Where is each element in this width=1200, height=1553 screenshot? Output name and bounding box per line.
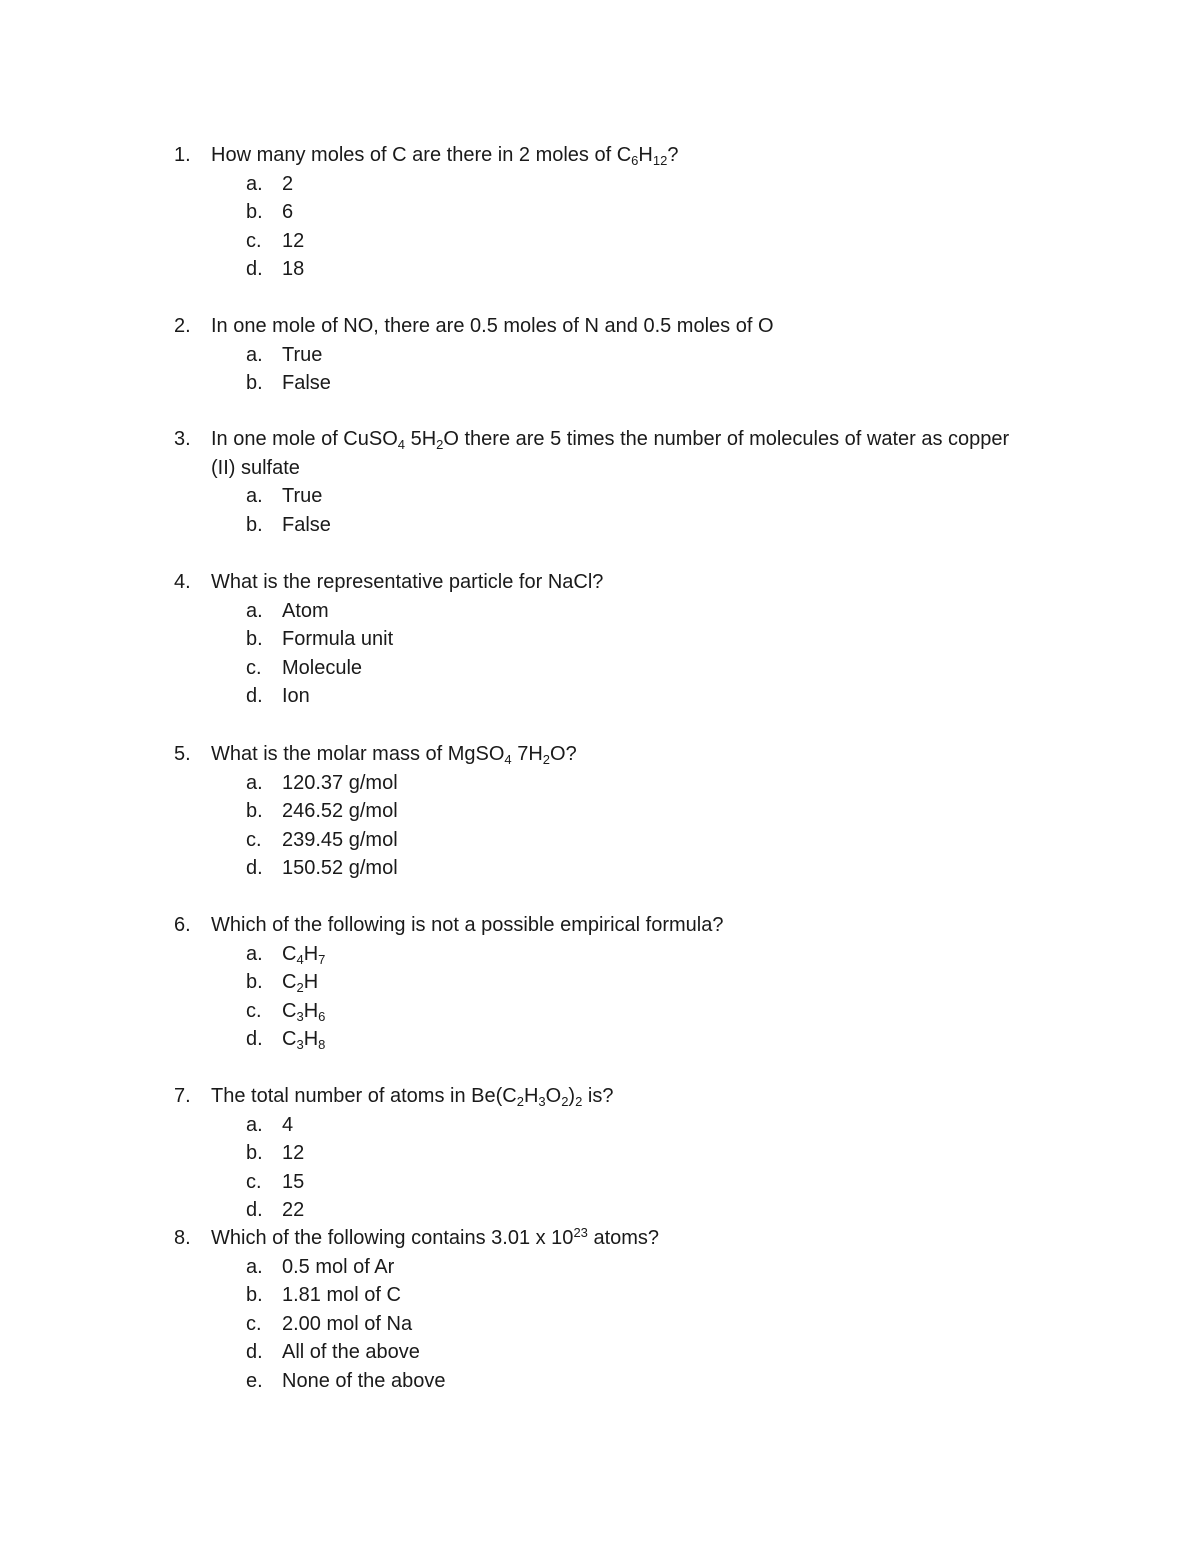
option-text [282, 170, 1034, 199]
option-text [282, 1111, 1034, 1140]
option-letter: a. [246, 1113, 263, 1136]
text-run: 6 [282, 201, 294, 223]
question-text [211, 1082, 1034, 1111]
option-text [282, 682, 1034, 711]
option-text [282, 625, 1034, 654]
answer-option [246, 198, 1034, 227]
option-letter: d. [246, 258, 263, 280]
option-text [282, 1139, 1034, 1168]
question-1 [174, 141, 1034, 284]
subscript: 4 [397, 437, 406, 452]
option-text [282, 1253, 1034, 1282]
option-text [282, 968, 1034, 997]
text-run: False [282, 372, 331, 394]
question-text [211, 312, 1034, 341]
answer-options [246, 341, 1034, 398]
subscript: 2 [561, 1094, 569, 1109]
text-run: O? [550, 743, 577, 765]
option-letter: b. [246, 800, 263, 822]
option-letter: a. [246, 771, 263, 794]
text-run: Which of the following contains 3.01 x 10 [211, 1227, 574, 1249]
subscript: 2 [436, 437, 444, 452]
subscript: 3 [538, 1094, 546, 1109]
question-line [174, 740, 1034, 769]
subscript: 4 [504, 752, 512, 767]
answer-options [246, 597, 1034, 711]
text-run: atoms? [587, 1227, 660, 1249]
text-run: C [282, 942, 297, 965]
answer-option [246, 854, 1034, 883]
text-run: Atom [282, 599, 329, 622]
text-run: 246.52 g/mol [282, 800, 398, 822]
subscript: 2 [542, 752, 551, 767]
answer-option [246, 968, 1034, 997]
text-run: Formula unit [282, 628, 394, 650]
text-run: 1.81 mol of C [282, 1284, 401, 1306]
question-line [174, 141, 1034, 170]
subscript: 3 [296, 1037, 304, 1052]
answer-option [246, 170, 1034, 199]
answer-option [246, 682, 1034, 711]
text-run: H [303, 942, 319, 965]
answer-option [246, 1253, 1034, 1282]
option-letter: b. [246, 513, 263, 536]
option-letter: a. [246, 172, 263, 195]
answer-options [246, 1253, 1034, 1396]
question-5 [174, 740, 1034, 883]
subscript: 8 [318, 1037, 326, 1052]
option-letter: b. [246, 628, 263, 650]
text-run: What is the representative particle for NaCl? [211, 571, 604, 593]
option-text [282, 769, 1034, 798]
option-text [282, 341, 1034, 370]
text-run: 18 [282, 258, 305, 280]
text-run: 2.00 mol of Na [282, 1312, 413, 1335]
question-2 [174, 312, 1034, 398]
option-letter: c. [246, 999, 262, 1022]
text-run: Molecule [282, 656, 363, 679]
option-letter: e. [246, 1369, 263, 1392]
option-letter: c. [246, 1312, 262, 1335]
text-run: In one mole of CuSO [211, 428, 398, 450]
text-run: 150.52 g/mol [282, 857, 398, 879]
text-run: ) [568, 1085, 576, 1107]
option-letter: d. [246, 1028, 263, 1050]
subscript: 2 [516, 1094, 524, 1109]
answer-option [246, 654, 1034, 683]
answer-option [246, 597, 1034, 626]
question-number: 1. [174, 144, 191, 166]
text-run: H [303, 999, 319, 1022]
subscript: 2 [575, 1094, 583, 1109]
option-letter: d. [246, 1341, 263, 1363]
answer-option [246, 1367, 1034, 1396]
option-letter: b. [246, 1284, 263, 1306]
answer-option [246, 797, 1034, 826]
option-letter: b. [246, 1142, 263, 1164]
option-text [282, 369, 1034, 398]
question-number: 5. [174, 743, 191, 765]
option-letter: d. [246, 685, 263, 707]
subscript: 6 [631, 153, 639, 168]
text-run: H [523, 1085, 539, 1107]
subscript: 7 [318, 951, 326, 967]
question-number: 6. [174, 914, 191, 936]
option-letter: b. [246, 201, 263, 223]
option-text [282, 1025, 1034, 1054]
question-line [174, 1082, 1034, 1111]
answer-option [246, 1111, 1034, 1140]
option-text [282, 826, 1034, 855]
text-run: C [282, 999, 297, 1022]
text-run: 12 [282, 1142, 305, 1164]
option-text [282, 797, 1034, 826]
option-text [282, 1367, 1034, 1396]
text-run: C [282, 971, 297, 993]
question-text [211, 1224, 1034, 1253]
option-letter: d. [246, 857, 263, 879]
option-letter: b. [246, 971, 263, 993]
text-run: H [638, 144, 653, 166]
question-4 [174, 568, 1034, 711]
text-run: Ion [282, 685, 310, 707]
question-number: 7. [174, 1085, 191, 1107]
option-text [282, 997, 1034, 1026]
answer-options [246, 769, 1034, 883]
answer-option [246, 625, 1034, 654]
answer-option [246, 769, 1034, 798]
option-text [282, 255, 1034, 284]
text-run: What is the molar mass of MgSO [211, 743, 505, 765]
answer-option [246, 1196, 1034, 1225]
answer-options [246, 170, 1034, 284]
text-run: C [282, 1028, 297, 1050]
question-8 [174, 1224, 1034, 1395]
option-letter: b. [246, 372, 263, 394]
option-letter: c. [246, 229, 262, 252]
text-run: 15 [282, 1170, 305, 1193]
option-letter: a. [246, 942, 263, 965]
subscript: 3 [296, 1008, 304, 1024]
subscript: 4 [296, 951, 304, 967]
answer-options [246, 940, 1034, 1054]
text-run: All of the above [282, 1341, 420, 1363]
text-run: 22 [282, 1199, 305, 1221]
question-text [211, 141, 1034, 170]
question-text [211, 740, 1034, 769]
answer-option [246, 997, 1034, 1026]
text-run: In one mole of NO, there are 0.5 moles of N and 0.5 moles of O [211, 315, 774, 337]
text-run: Which of the following is not a possible empirical formula? [211, 914, 724, 936]
answer-option [246, 255, 1034, 284]
question-7 [174, 1082, 1034, 1225]
answer-option [246, 1139, 1034, 1168]
text-run: O [545, 1085, 562, 1107]
text-run: ? [667, 144, 679, 166]
option-letter: a. [246, 599, 263, 622]
answer-option [246, 1338, 1034, 1367]
answer-option [246, 1025, 1034, 1054]
answer-option [246, 341, 1034, 370]
question-number: 2. [174, 315, 191, 337]
text-run: H [303, 1028, 319, 1050]
option-text [282, 940, 1034, 969]
option-text [282, 854, 1034, 883]
question-number: 8. [174, 1227, 191, 1249]
superscript: 23 [573, 1225, 588, 1240]
answer-option [246, 369, 1034, 398]
option-letter: a. [246, 343, 263, 366]
text-run: 7H [511, 743, 543, 765]
subscript: 2 [296, 980, 304, 995]
question-6 [174, 911, 1034, 1054]
subscript: 6 [318, 1008, 326, 1024]
answer-option [246, 511, 1034, 540]
answer-option [246, 482, 1034, 511]
text-run: 120.37 g/mol [282, 771, 398, 794]
answer-option [246, 826, 1034, 855]
text-run: True [282, 343, 323, 366]
subscript: 12 [652, 153, 668, 168]
question-line [174, 312, 1034, 341]
text-run: 5H [405, 428, 437, 450]
option-text [282, 227, 1034, 256]
option-letter: c. [246, 828, 262, 851]
option-letter: c. [246, 1170, 262, 1193]
option-text [282, 1168, 1034, 1197]
option-text [282, 482, 1034, 511]
question-3 [174, 425, 1034, 539]
question-text [211, 568, 1034, 597]
answer-options [246, 1111, 1034, 1225]
text-run: O there are 5 times the number of molecules of water as copper (II) sulfate [211, 428, 1010, 479]
option-text [282, 1338, 1034, 1367]
option-text [282, 1196, 1034, 1225]
question-line [174, 568, 1034, 597]
text-run: How many moles of C are there in 2 moles of C [211, 144, 632, 166]
question-text [211, 425, 1034, 482]
option-text [282, 654, 1034, 683]
question-text [211, 911, 1034, 940]
text-run: 2 [282, 172, 294, 195]
text-run: False [282, 513, 331, 536]
option-letter: a. [246, 1255, 263, 1278]
option-letter: a. [246, 485, 263, 507]
option-text [282, 597, 1034, 626]
text-run: The total number of atoms in Be(C [211, 1085, 517, 1107]
option-letter: c. [246, 656, 262, 679]
option-text [282, 1281, 1034, 1310]
answer-option [246, 1310, 1034, 1339]
option-text [282, 1310, 1034, 1339]
option-letter: d. [246, 1199, 263, 1221]
answer-option [246, 1281, 1034, 1310]
text-run: 12 [282, 229, 305, 252]
question-line [174, 425, 1034, 482]
question-number: 3. [174, 428, 191, 450]
text-run: 4 [282, 1113, 294, 1136]
question-number: 4. [174, 571, 191, 593]
text-run: 239.45 g/mol [282, 828, 398, 851]
answer-option [246, 227, 1034, 256]
text-run: is? [582, 1085, 614, 1107]
text-run: 0.5 mol of Ar [282, 1255, 395, 1278]
text-run: True [282, 485, 323, 507]
text-run: H [303, 971, 319, 993]
answer-option [246, 940, 1034, 969]
answer-options [246, 482, 1034, 539]
text-run: None of the above [282, 1369, 446, 1392]
option-text [282, 511, 1034, 540]
question-line [174, 911, 1034, 940]
question-line [174, 1224, 1034, 1253]
option-text [282, 198, 1034, 227]
answer-option [246, 1168, 1034, 1197]
